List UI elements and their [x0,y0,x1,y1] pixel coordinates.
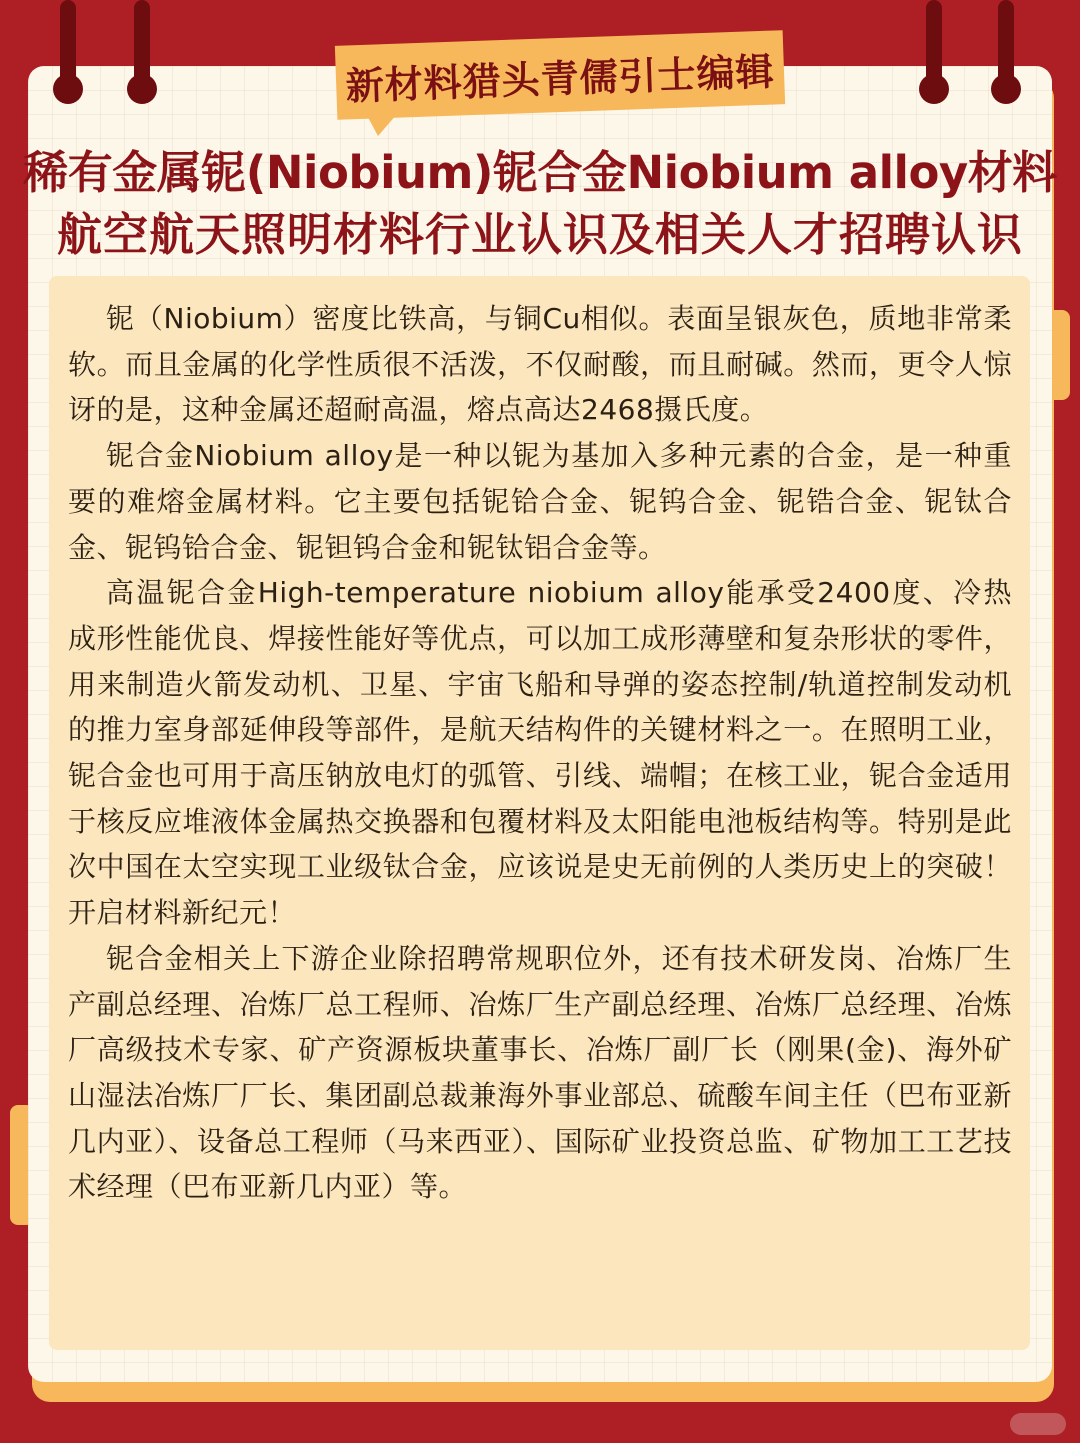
binder-hole-3 [919,74,949,104]
watermark-badge [1010,1413,1066,1435]
paragraph-recruitment: 铌合金相关上下游企业除招聘常规职位外，还有技术研发岗、冶炼厂生产副总经理、冶炼厂总工程师、冶炼厂生产副总经理、冶炼厂总经理、冶炼厂高级技术专家、矿产资源板块董事长、冶炼厂副厂长（刚果(金)、海外矿山湿法冶炼厂厂长、集团副总裁兼海外事业部总、硫酸车间主任（巴布亚新几内亚）、设备总工程师（马来西亚）、国际矿业投资总监、矿物加工工艺技术经理（巴布亚新几内亚）等。 [68,941,1012,1204]
article-body [68,296,1012,1210]
editor-ribbon-label: 新材料猎头青儒引士编辑 [344,49,776,108]
paragraph-high-temp-applications: 高温铌合金High-temperature niobium alloy能承受2400度、冷热成形性能优良、焊接性能好等优点，可以加工成形薄壁和复杂形状的零件，用来制造火箭发动机、卫星、宇宙飞船和导弹的姿态控制/轨道控制发动机的推力室身部延伸段等部件，是航天结构件的关键材料之一。在照明工业，铌合金也可用于高压钠放电灯的弧管、引线、端帽；在核工业，铌合金适用于核反应堆液体金属热交换器和包覆材料及太阳能电池板结构等。特别是此次中国在太空实现工业级钛合金，应该说是史无前例的人类历史上的突破！开启材料新纪元！ [68,576,1012,930]
binder-hole-1 [53,74,83,104]
page-title-line-1: 稀有金属铌(Niobium)铌合金Niobium alloy材料 [23,146,1057,199]
binder-hole-2 [127,74,157,104]
page-title-line-2: 航空航天照明材料行业认识及相关人才招聘认识 [56,208,1023,261]
paragraph-intro: 铌（Niobium）密度比铁高，与铜Cu相似。表面呈银灰色，质地非常柔软。而且金属的化学性质很不活泼，不仅耐酸，而且耐碱。然而，更令人惊讶的是，这种金属还超耐高温，熔点高达2468摄氏度。 [68,302,1012,427]
paragraph-alloy-types: 铌合金Niobium alloy是一种以铌为基加入多种元素的合金，是一种重要的难熔金属材料。它主要包括铌铪合金、铌钨合金、铌锆合金、铌钛合金、铌钨铪合金、铌钽钨合金和铌钛铝合金等。 [68,439,1012,564]
editor-ribbon [335,30,785,120]
binder-hole-4 [991,74,1021,104]
